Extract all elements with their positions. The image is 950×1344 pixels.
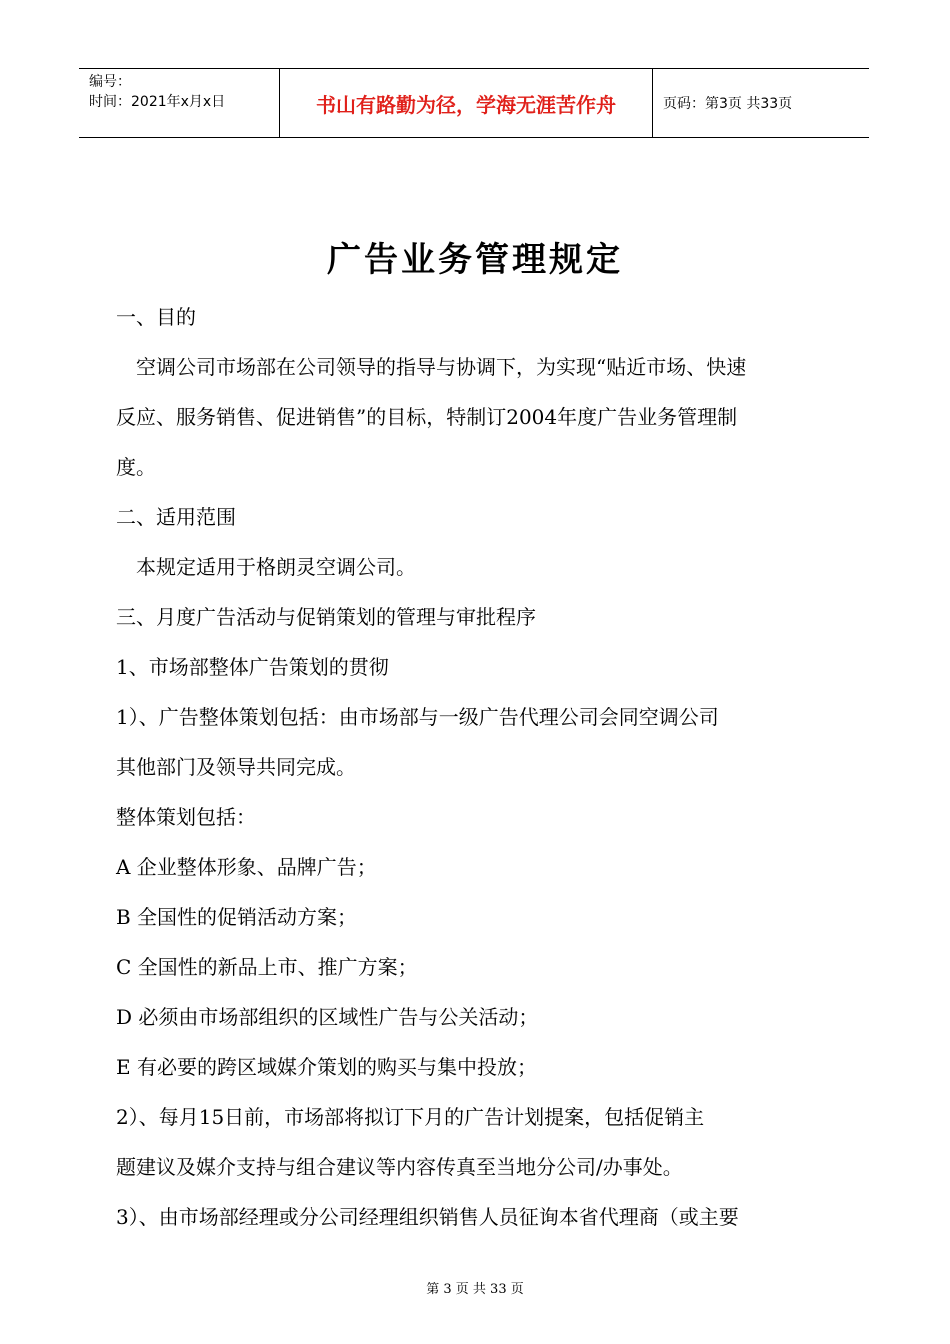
paragraph: 题建议及媒介支持与组合建议等内容传真至当地分公司/办事处。	[116, 1155, 683, 1179]
time-label: 时间：2021年x月x日	[89, 94, 226, 110]
document-body	[116, 298, 840, 1248]
header-meta	[79, 69, 279, 137]
header-motto: 书山有路勤为径，学海无涯苦作舟	[279, 69, 653, 137]
list-item: B 全国性的促销活动方案；	[116, 905, 358, 929]
paragraph: 3）、由市场部经理或分公司经理组织销售人员征询本省代理商（或主要	[116, 1205, 739, 1229]
paragraph: 空调公司市场部在公司领导的指导与协调下，为实现“贴近市场、快速	[116, 355, 747, 379]
header-page-info: 页码：第3页 共33页	[663, 96, 793, 112]
paragraph: 1、市场部整体广告策划的贯彻	[116, 655, 389, 679]
paragraph: 二、适用范围	[116, 505, 236, 529]
paragraph: 整体策划包括：	[116, 805, 256, 829]
paragraph: 2）、每月15日前，市场部将拟订下月的广告计划提案，包括促销主	[116, 1105, 705, 1129]
list-item: A 企业整体形象、品牌广告；	[116, 855, 377, 879]
number-label: 编号：	[89, 74, 131, 90]
document-title: 广告业务管理规定	[327, 240, 623, 280]
paragraph: 1）、广告整体策划包括：由市场部与一级广告代理公司会同空调公司	[116, 705, 719, 729]
paragraph: 本规定适用于格朗灵空调公司。	[116, 555, 416, 579]
paragraph: 度。	[116, 455, 156, 479]
paragraph: 其他部门及领导共同完成。	[116, 755, 356, 779]
list-item: E 有必要的跨区域媒介策划的购买与集中投放；	[116, 1055, 537, 1079]
paragraph: 一、目的	[116, 305, 196, 329]
paragraph: 反应、服务销售、促进销售”的目标，特制订2004年度广告业务管理制	[116, 405, 738, 429]
page-footer: 第 3 页 共 33 页	[426, 1282, 524, 1297]
paragraph: 三、月度广告活动与促销策划的管理与审批程序	[116, 605, 536, 629]
list-item: C 全国性的新品上市、推广方案；	[116, 955, 418, 979]
page-header	[79, 68, 869, 138]
list-item: D 必须由市场部组织的区域性广告与公关活动；	[116, 1005, 539, 1029]
